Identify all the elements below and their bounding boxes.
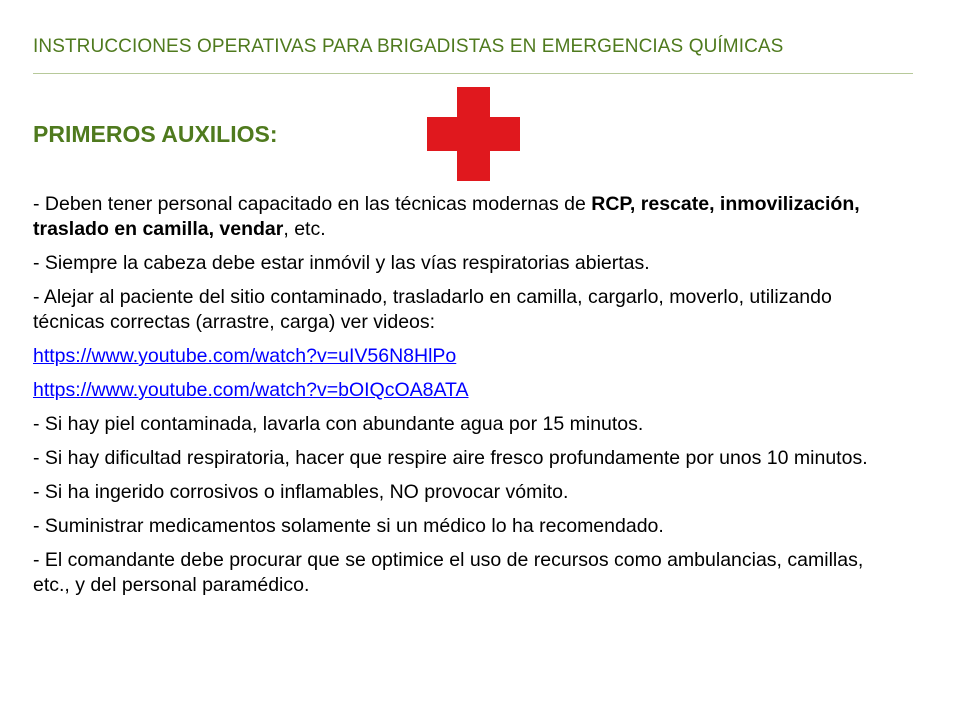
instruction-item: - Si ha ingerido corrosivos o inflamables, NO provocar vómito.	[33, 481, 569, 503]
instruction-item	[33, 192, 883, 242]
instruction-bold-text: RCP, rescate, inmovilización, traslado en camilla, vendar	[33, 193, 860, 240]
instructions-list	[33, 192, 883, 607]
instruction-item: - Si hay piel contaminada, lavarla con abundante agua por 15 minutos.	[33, 413, 644, 435]
red-cross-icon	[427, 87, 520, 181]
section-title: PRIMEROS AUXILIOS:	[33, 121, 278, 147]
instruction-item: - Alejar al paciente del sitio contaminado, trasladarlo en camilla, cargarlo, moverlo, utilizando técnicas correctas (arrastre, carga) ver videos:	[33, 286, 832, 333]
slide-header: INSTRUCCIONES OPERATIVAS PARA BRIGADISTAS EN EMERGENCIAS QUÍMICAS	[33, 36, 784, 57]
instruction-item: - Siempre la cabeza debe estar inmóvil y las vías respiratorias abiertas.	[33, 252, 650, 274]
red-cross-horizontal-bar	[427, 117, 520, 151]
instruction-text: , etc.	[283, 218, 326, 240]
video-link-2[interactable]: https://www.youtube.com/watch?v=bOIQcOA8ATA	[33, 379, 469, 401]
header-divider	[33, 73, 913, 74]
instruction-text: - Deben tener personal capacitado en las técnicas modernas de	[33, 193, 592, 215]
instruction-item: - Si hay dificultad respiratoria, hacer que respire aire fresco profundamente por unos 10 minutos.	[33, 447, 868, 469]
instruction-item: - El comandante debe procurar que se optimice el uso de recursos como ambulancias, camillas, etc., y del personal paramédico.	[33, 549, 864, 596]
video-link-1[interactable]: https://www.youtube.com/watch?v=uIV56N8HlPo	[33, 345, 457, 367]
video-link-item	[33, 344, 883, 369]
instruction-item: - Suministrar medicamentos solamente si un médico lo ha recomendado.	[33, 515, 664, 537]
video-link-item	[33, 378, 883, 403]
